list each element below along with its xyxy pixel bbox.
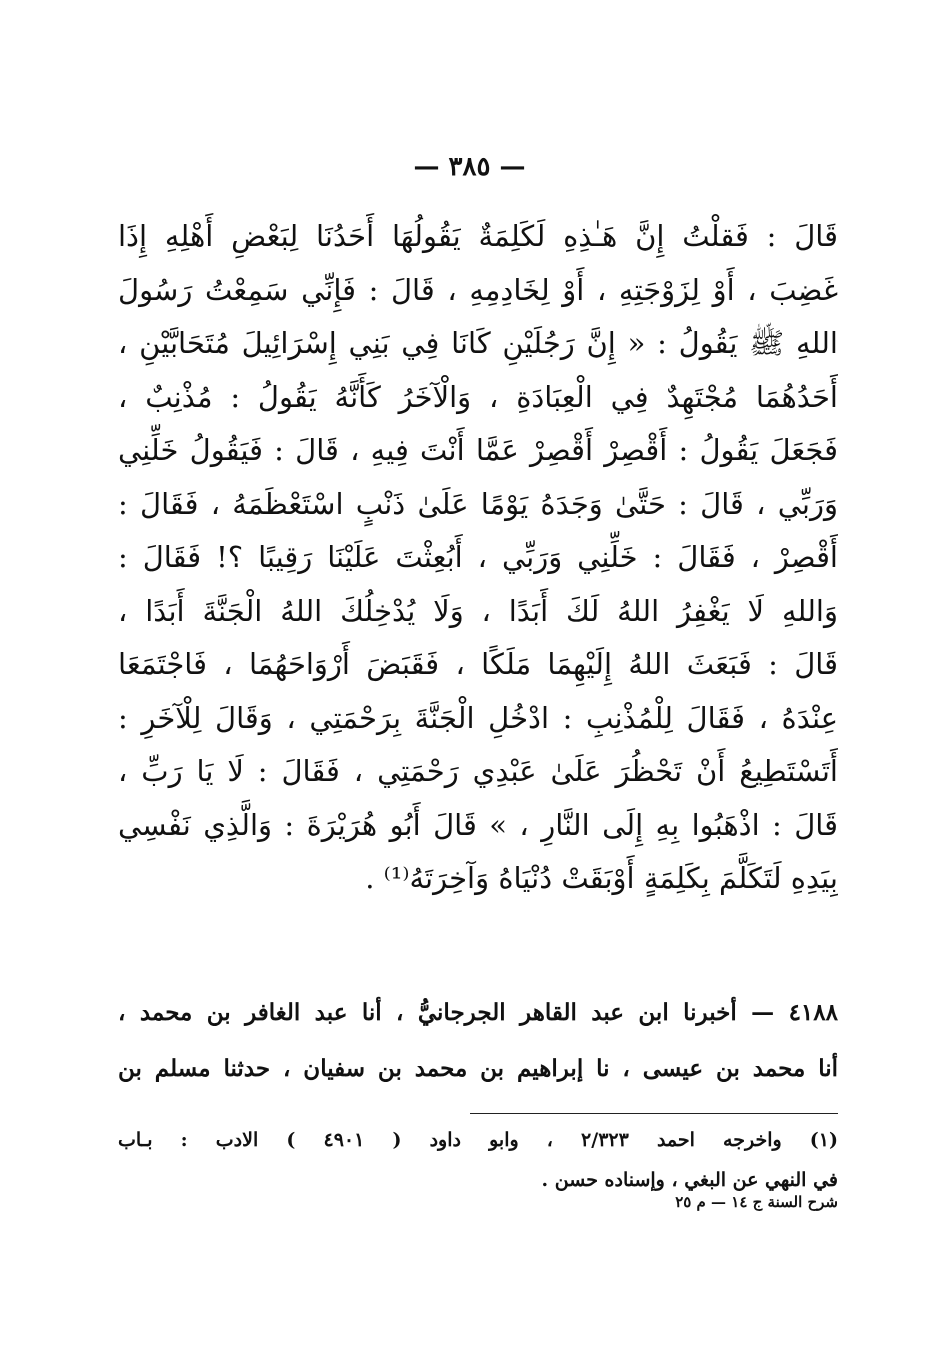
hadith-4188-isnad bbox=[118, 985, 838, 1097]
text-line: أَتَسْتَطِيعُ أَنْ تَحْظُرَ عَلَىٰ عَبْدِي رَحْمَتِي ، فَقَالَ : لَا يَا رَبِّ ، bbox=[118, 754, 838, 788]
text-line: وَاللهِ لَا يَغْفِرُ اللهُ لَكَ أَبَدًا ، وَلَا يُدْخِلُكَ اللهُ الْجَنَّةَ أَبَدًا ، bbox=[118, 593, 838, 628]
book-signature: شرح السنة ج ١٤ — م ٢٥ bbox=[675, 1193, 838, 1211]
footnote-line: (١) واخرجه احمد ٢/٣٢٣ ، وابو داود ( ٤٩٠١ ) الادب : بـاب bbox=[118, 1129, 838, 1151]
text-line: فَجَعَلَ يَقُولُ : أَقْصِرْ أَقْصِرْ عَمَّا أَنْتَ فِيهِ ، قَالَ : فَيَقُولُ خَلِّنِي bbox=[118, 433, 838, 467]
text-line: غَضِبَ ، أَوْ لِزَوْجَتِهِ ، أَوْ لِخَادِمِهِ ، قَالَ : فَإِنِّي سَمِعْتُ رَسُولَ bbox=[118, 272, 838, 307]
footnote-line: في النهي عن البغي ، وإسناده حسن . bbox=[541, 1169, 838, 1191]
isnad-line: أنا محمد بن عيسى ، نا إبراهيم بن محمد بن سفيان ، حدثنا مسلم بن bbox=[118, 1055, 838, 1082]
footnote-divider bbox=[470, 1113, 838, 1114]
hadith-main-text bbox=[118, 210, 838, 906]
text-line: وَرَبِّي ، قَالَ : حَتَّىٰ وَجَدَهُ يَوْمًا عَلَىٰ ذَنْبٍ اسْتَعْظَمَهُ ، فَقَالَ : bbox=[118, 486, 838, 521]
text-line: اللهِ ﷺ يَقُولُ : « إِنَّ رَجُلَيْنِ كَانَا فِي بَنِي إِسْرَائِيلَ مُتَحَابَّيْنِ ، bbox=[118, 326, 838, 360]
text-line: قَالَ : اذْهَبُوا بِهِ إِلَى النَّارِ ، » قَالَ أَبُو هُرَيْرَةَ : وَالَّذِي نَفْسِي bbox=[118, 807, 838, 842]
text-line: قَالَ : فَبَعَثَ اللهُ إِلَيْهِمَا مَلَكًا ، فَقَبَضَ أَرْوَاحَهُمَا ، فَاجْتَمَعَا bbox=[118, 647, 838, 681]
text-line: قَالَ : فَقلْتُ إِنَّ هَـٰذِهِ لَكَلِمَةٌ يَقُولُهَا أَحَدُنَا لِبَعْضِ أَهْلِهِ إِذَا bbox=[118, 219, 838, 253]
page-number: — ٣٨٥ — bbox=[413, 152, 526, 182]
text-line: بِيَدِهِ لَتَكَلَّمَ بِكَلِمَةٍ أَوْبَقَتْ دُنْيَاهُ وَآخِرَتَهُ⁽¹⁾ . bbox=[365, 861, 838, 895]
isnad-line: ٤١٨٨ — أخبرنا ابن عبد القاهر الجرجانيُّ ، أنا عبد الغافر بن محمد ، bbox=[118, 999, 838, 1026]
text-line: أَقْصِرْ ، فَقَالَ : خَلِّنِي وَرَبِّي ، أَبُعِثْتَ عَلَيْنَا رَقِيبًا ؟! فَقَالَ : bbox=[118, 540, 838, 574]
text-line: عِنْدَهُ ، فَقَالَ لِلْمُذْنِبِ : ادْخُلِ الْجَنَّةَ بِرَحْمَتِي ، وَقَالَ لِلْآخَرِ : bbox=[118, 700, 838, 735]
text-line: أَحَدُهُمَا مُجْتَهِدٌ فِي الْعِبَادَةِ ، وَالْآخَرُ كَأَنَّهُ يَقُولُ : مُذْنِبٌ ، bbox=[118, 379, 838, 414]
